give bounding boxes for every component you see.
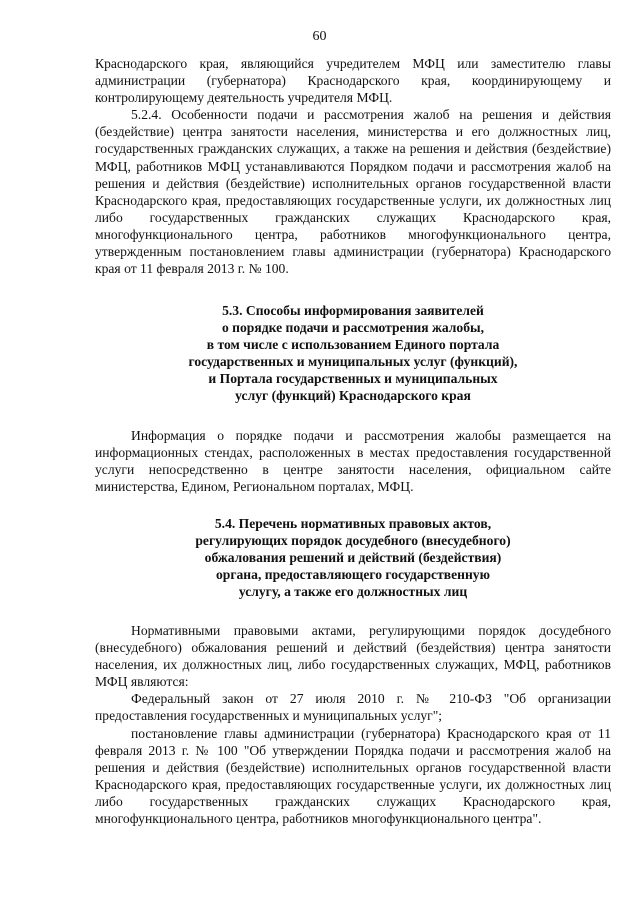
heading-line: органа, предоставляющего государственную — [215, 567, 490, 583]
paragraph-information: Информация о порядке подачи и рассмотрения жалобы размещается на информационных стендах, расположенных в местах предоставления государственной услуги непосредственно в центре занятости населения, официальном сайте министерства, Едином, Региональном порталах, МФЦ. — [95, 428, 611, 495]
heading-line: услугу, а также его должностных лиц — [238, 584, 468, 600]
text-block-legal-acts — [95, 622, 611, 827]
paragraph-continuation: Краснодарского края, являющийся учредителем МФЦ или заместителю главы администрации (губернатора) Краснодарского края, координирующему и контролирующему деятельность учредителя МФЦ. — [95, 56, 611, 106]
paragraph-5-2-4: 5.2.4. Особенности подачи и рассмотрения жалоб на решения и действия (бездействие) центра занятости населения, министерства и его должностных лиц, государственных гражданских служащих, а также на решения и действия (бездействие) МФЦ, работников МФЦ устанавливаются Порядком подачи и рассмотрения жалоб на решения и действия (бездействие) исполнительных органов государственной власти Краснодарского края, предоставляющих государственные услуги, их должностных лиц либо государственных гражданских служащих Краснодарского края, многофункционального центра, работников многофункционального центра, утвержденным постановлением главы администрации (губернатора) Краснодарского края от 11 февраля 2013 г. № 100. — [95, 107, 611, 277]
text-block-information — [95, 427, 611, 495]
heading-line: в том числе с использованием Единого портала — [206, 337, 500, 353]
text-block-complaint-procedure — [95, 55, 611, 277]
heading-line: регулирующих порядок досудебного (внесудебного) — [195, 533, 511, 549]
heading-line: государственных и муниципальных услуг (функций), — [188, 354, 518, 370]
page-number: 60 — [312, 29, 327, 44]
heading-line: 5.3. Способы информирования заявителей — [222, 303, 484, 318]
paragraph-resolution: постановление главы администрации (губернатора) Краснодарского края от 11 февраля 2013 г. № 100 "Об утверждении Порядка подачи и рассмотрения жалоб на решения и действия (бездействие) исполнительных органов государственной власти Краснодарского края, предоставляющих государственные услуги, их должностных лиц либо государственных гражданских служащих Краснодарского края, многофункционального центра, работников многофункционального центра". — [95, 725, 611, 827]
heading-line: услуг (функций) Краснодарского края — [235, 388, 471, 404]
heading-line: о порядке подачи и рассмотрения жалобы, — [221, 320, 485, 336]
heading-line: 5.4. Перечень нормативных правовых актов, — [214, 516, 492, 531]
section-heading-5-3 — [95, 302, 611, 405]
paragraph-legal-acts-intro: Нормативными правовыми актами, регулирующими порядок досудебного (внесудебного) обжалования решений и действий (бездействия) центра занятости населения, их должностных лиц, либо государственных служащих, МФЦ, работников МФЦ являются: — [95, 623, 611, 690]
section-heading-5-4 — [95, 515, 611, 600]
heading-line: и Портала государственных и муниципальных — [208, 371, 498, 387]
heading-line: обжалования решений и действий (бездействия) — [204, 550, 502, 566]
paragraph-federal-law: Федеральный закон от 27 июля 2010 г. № 210-ФЗ "Об организации предоставления государственных и муниципальных услуг"; — [95, 691, 611, 724]
